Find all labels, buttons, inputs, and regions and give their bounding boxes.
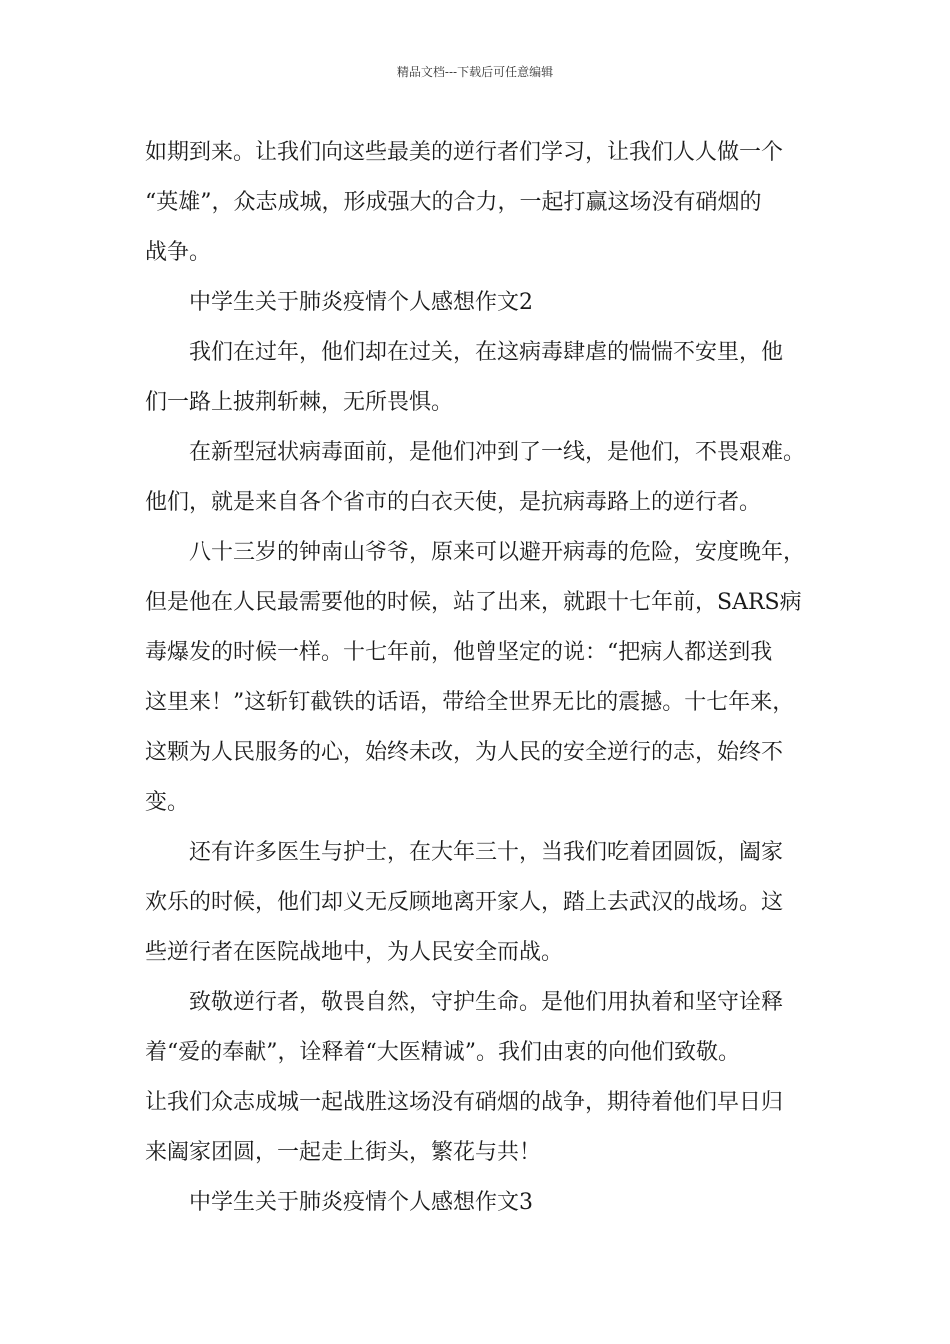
text-line: “英雄”，众志成城，形成强大的合力，一起打赢这场没有硝烟的	[145, 190, 762, 215]
text-line: 如期到来。让我们向这些最美的逆行者们学习，让我们人人做一个	[145, 140, 784, 165]
document-body	[145, 128, 825, 1228]
text-line: 致敬逆行者，敬畏自然，守护生命。是他们用执着和坚守诠释	[189, 990, 784, 1015]
text-line: 们一路上披荆斩棘，无所畏惧。	[145, 390, 454, 415]
text-line: 让我们众志成城一起战胜这场没有硝烟的战争，期待着他们早日归	[145, 1090, 784, 1115]
section-heading: 中学生关于肺炎疫情个人感想作文3	[189, 1190, 533, 1215]
text-line: 我们在过年，他们却在过关，在这病毒肆虐的惴惴不安里，他	[189, 340, 784, 365]
section-heading: 中学生关于肺炎疫情个人感想作文2	[189, 290, 533, 315]
text-line: 还有许多医生与护士，在大年三十，当我们吃着团圆饭，阖家	[189, 840, 784, 865]
text-line: 些逆行者在医院战地中，为人民安全而战。	[145, 940, 564, 965]
text-line: 这里来！”这斩钉截铁的话语，带给全世界无比的震撼。十七年来，	[145, 690, 795, 715]
page-header: 精品文档---下载后可任意编辑	[396, 65, 554, 79]
text-line: 变。	[145, 790, 190, 815]
text-line: 毒爆发的时候一样。十七年前，他曾坚定的说：“把病人都送到我	[145, 640, 773, 665]
text-line: 着“爱的奉献”，诠释着“大医精诚”。我们由衷的向他们致敬。	[145, 1040, 740, 1065]
text-line: 他们，就是来自各个省市的白衣天使，是抗病毒路上的逆行者。	[145, 490, 762, 515]
text-line: 八十三岁的钟南山爷爷，原来可以避开病毒的危险，安度晚年，	[189, 540, 806, 565]
text-line: 但是他在人民最需要他的时候，站了出来，就跟十七年前，SARS病	[145, 590, 802, 615]
text-line: 在新型冠状病毒面前，是他们冲到了一线，是他们，不畏艰难。	[189, 440, 806, 465]
text-line: 来阖家团圆，一起走上街头，繁花与共！	[145, 1140, 542, 1165]
text-line: 欢乐的时候，他们却义无反顾地离开家人，踏上去武汉的战场。这	[145, 890, 784, 915]
text-line: 战争。	[145, 240, 212, 265]
text-line: 这颗为人民服务的心，始终未改，为人民的安全逆行的志，始终不	[145, 740, 784, 765]
